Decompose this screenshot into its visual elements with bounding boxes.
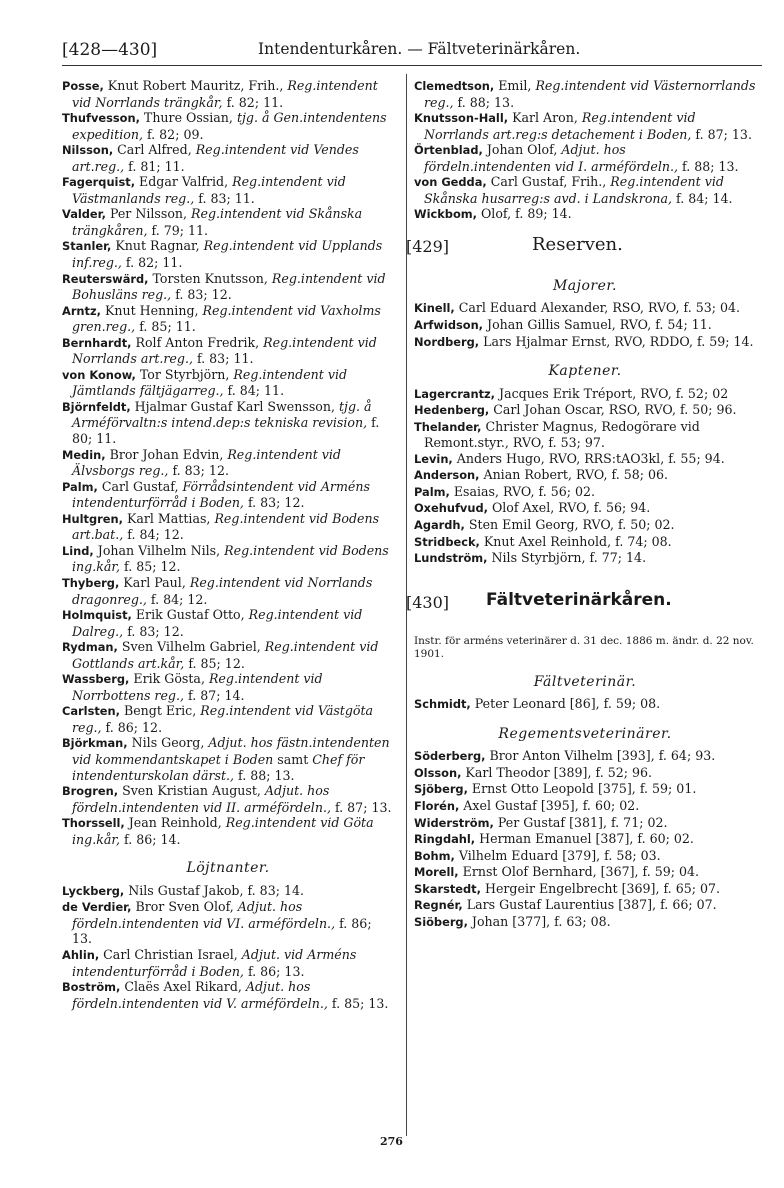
entry-name: Rydman, <box>62 640 118 655</box>
entry-text: f. 85; 11. <box>135 319 196 335</box>
entry-text: Carl Gustaf, Frih., <box>486 174 611 190</box>
entry-name: von Gedda, <box>414 175 487 190</box>
entry-name: Wickbom, <box>414 207 477 222</box>
page-number: 276 <box>380 1135 403 1148</box>
list-entry <box>414 206 756 223</box>
entry-text: f. 87; 13. <box>691 126 752 142</box>
entry-position: Reg.intendent vid Gottlands art.kår, <box>72 639 379 671</box>
entry-name: Stanler, <box>62 239 112 254</box>
list-entry <box>62 703 394 735</box>
left-column <box>62 78 394 1011</box>
entry-text: Bror Sven Olof, <box>131 899 238 915</box>
entry-name: Nordberg, <box>414 334 480 349</box>
section-note: Instr. för arméns veterinärer d. 31 dec. 1886 m. ändr. d. 22 nov. 1901. <box>414 634 754 660</box>
entry-text: Hjalmar Gustaf Karl Swensson, <box>130 398 339 414</box>
entry-text: Karl Aron, <box>508 110 582 126</box>
list-entry <box>62 206 394 238</box>
list-entry <box>414 419 756 451</box>
entry-text: Nils Gustaf Jakob, f. 83; 14. <box>124 882 304 898</box>
entry-text: f. 84; 12. <box>123 527 184 543</box>
list-entry <box>414 550 756 567</box>
entry-name: Florén, <box>414 798 460 813</box>
entry-text: Axel Gustaf [395], f. 60; 02. <box>459 797 640 813</box>
entry-position: Reg.intendent vid Skånska husarreg:s avd. i Landskrona, <box>424 174 724 206</box>
list-entry <box>414 696 756 713</box>
entry-text: Johan Olof, <box>482 142 562 158</box>
list-entry <box>414 78 756 110</box>
entry-name: Clemedtson, <box>414 79 495 93</box>
entry-text: f. 86; 14. <box>119 831 181 847</box>
list-entry <box>62 899 394 947</box>
entry-position: Reg.intendent vid Bodens art.bat., <box>72 510 380 543</box>
entry-text: Sven Vilhelm Gabriel, <box>117 639 265 655</box>
entry-text: f. 83; 11. <box>194 190 255 206</box>
list-entry <box>62 78 394 110</box>
entry-text: Carl Johan Oscar, RSO, RVO, f. 50; 96. <box>489 402 737 418</box>
entry-text: f. 88; 13. <box>677 158 739 174</box>
right-column <box>406 78 756 930</box>
entry-name: Levin, <box>414 451 453 466</box>
entry-name: Lundström, <box>414 551 488 566</box>
entry-text: f. 86; 12. <box>101 719 163 735</box>
entry-text: Claës Axel Rikard, <box>120 979 246 995</box>
entry-text: Peter Leonard [86], f. 59; 08. <box>470 696 661 712</box>
list-entry <box>414 914 756 931</box>
entry-text: Bror Anton Vilhelm [393], f. 64; 93. <box>485 748 716 764</box>
entry-text: Johan Vilhelm Nils, <box>93 542 225 558</box>
entry-text: f. 83; 11. <box>192 351 254 367</box>
list-entry <box>414 864 756 881</box>
entry-text: f. 87; 14. <box>183 687 245 703</box>
entry-text: f. 88; 13. <box>234 767 295 783</box>
entry-text: Karl Theodor [389], f. 52; 96. <box>461 764 652 780</box>
entry-text: f. 81; 11. <box>124 158 185 174</box>
list-entry <box>414 467 756 484</box>
entry-name: Thorssell, <box>62 816 125 831</box>
entry-text: Carl Alfred, <box>113 142 196 158</box>
entry-position: Reg.intendent vid Vendes art.reg., <box>72 142 359 174</box>
entry-position: Reg.intendent vid Jämtlands fältjägarreg., <box>72 366 348 399</box>
entry-name: Hedenberg, <box>414 403 490 418</box>
entry-name: Schmidt, <box>414 697 471 712</box>
entry-position: Reg.intendent vid Norrlands art.reg., <box>72 334 377 367</box>
entry-text: Olof Axel, RVO, f. 56; 94. <box>487 500 651 516</box>
entry-position: Reg.intendent vid Dalreg., <box>72 607 363 639</box>
entry-name: Lagercrantz, <box>414 386 496 401</box>
entry-position: Chef för intendenturskolan därst., <box>72 751 365 783</box>
entry-text: Torsten Knutsson, <box>148 270 272 286</box>
entry-name: Sjöberg, <box>414 782 468 797</box>
entry-name: Hultgren, <box>62 511 123 526</box>
list-entry <box>414 534 756 551</box>
entry-text: Herman Emanuel [387], f. 60; 02. <box>475 831 694 847</box>
majorer-list <box>414 300 756 350</box>
running-title: Intendenturkåren. — Fältveterinärkåren. <box>258 40 581 58</box>
list-entry <box>414 174 756 206</box>
list-entry <box>62 883 394 900</box>
entry-name: Regnér, <box>414 898 463 913</box>
list-entry <box>62 979 394 1011</box>
entry-name: Stridbeck, <box>414 534 480 549</box>
entry-name: Lind, <box>62 543 94 558</box>
entry-text: Emil, <box>494 78 536 93</box>
entry-position: Adjut. hos fördeln.intendenten vid VI. arméfördeln., <box>72 899 336 931</box>
entry-text: Ernst Otto Leopold [375], f. 59; 01. <box>467 781 697 797</box>
entry-text: Jean Reinhold, <box>124 815 226 831</box>
entry-name: Siöberg, <box>414 914 468 929</box>
entry-text: f. 85; 12. <box>184 655 245 671</box>
entry-position: Adjut. hos fördeln.intendenten vid V. arméfördeln., <box>72 979 328 1011</box>
entry-position: Reg.intendent vid Älvsborgs reg., <box>72 446 341 479</box>
list-entry <box>62 815 394 847</box>
entry-position: Reg.intendent vid Norrlands dragonreg., <box>72 574 373 607</box>
entry-name: Fagerquist, <box>62 175 136 190</box>
entry-name: Bohm, <box>414 848 455 863</box>
entry-text: f. 84; 11. <box>223 383 285 399</box>
entry-text: Esaias, RVO, f. 56; 02. <box>449 483 596 499</box>
list-entry <box>414 300 756 317</box>
entry-name: Nilsson, <box>62 143 114 158</box>
subheading-lojtnanter: Löjtnanter. <box>186 860 270 877</box>
list-entry <box>62 783 394 815</box>
list-entry <box>62 367 394 399</box>
list-entry <box>414 831 756 848</box>
list-entry <box>62 511 394 543</box>
entry-text: Erik Gösta, <box>129 671 209 687</box>
list-entry <box>62 479 394 511</box>
entry-text: Rolf Anton Fredrik, <box>131 334 264 350</box>
subheading-faltveterinar: Fältveterinär. <box>533 673 637 690</box>
entry-name: Posse, <box>62 79 104 93</box>
list-entry <box>414 765 756 782</box>
regementsveterinarer-list <box>414 748 756 930</box>
entry-position: Reg.intendent vid Skånska trängkåren, <box>72 206 363 238</box>
list-entry <box>414 402 756 419</box>
list-entry <box>414 500 756 517</box>
entry-name: Widerström, <box>414 815 494 830</box>
entry-name: Agardh, <box>414 518 465 533</box>
entry-name: Palm, <box>62 479 98 494</box>
list-entry <box>414 798 756 815</box>
entry-text: samt <box>273 751 313 767</box>
entry-text: Bengt Eric, <box>119 703 201 719</box>
kaptener-list <box>414 386 756 567</box>
entry-text: Knut Axel Reinhold, f. 74; 08. <box>479 533 672 549</box>
list-entry <box>414 386 756 403</box>
entry-text: f. 86; 13. <box>72 915 372 947</box>
entry-text: Bror Johan Edvin, <box>105 446 228 462</box>
entry-name: Söderberg, <box>414 749 486 764</box>
entry-text: Olof, f. 89; 14. <box>476 206 572 222</box>
list-entry <box>414 781 756 798</box>
entry-text: Karl Paul, <box>119 574 190 590</box>
page-range: [428—430] <box>62 40 158 60</box>
section-heading-faltveterinarkaren <box>406 589 756 625</box>
entry-name: Wassberg, <box>62 672 130 687</box>
entry-name: Örtenblad, <box>414 143 483 158</box>
entry-name: Olsson, <box>414 765 462 780</box>
entry-name: de Verdier, <box>62 900 132 915</box>
entry-name: Knutsson-Hall, <box>414 111 509 126</box>
entry-position: tjg. å Arméförvaltn:s intend.dep:s tekniska revision, <box>72 398 372 431</box>
entry-position: Reg.intendent vid Västgöta reg., <box>72 703 374 735</box>
entry-text: Christer Magnus, Redogörare vid Remont.styr., RVO, f. 53; 97. <box>424 418 700 451</box>
entry-position: Reg.intendent vid Bodens ing.kår, <box>72 542 389 575</box>
entry-position: Adjut. hos fästn.intendenten vid kommendantskapet i Boden <box>72 735 390 767</box>
entry-text: Vilhelm Eduard [379], f. 58; 03. <box>454 847 661 863</box>
list-entry <box>62 735 394 783</box>
entry-name: von Konow, <box>62 367 136 382</box>
list-entry <box>414 451 756 468</box>
entry-name: Björnfeldt, <box>62 399 131 414</box>
entry-name: Thyberg, <box>62 575 120 590</box>
entry-position: tjg. å Gen.intendentens expedition, <box>72 110 387 142</box>
entry-position: Reg.intendent vid Västmanlands reg., <box>72 174 346 206</box>
entry-text: f. 84; 14. <box>672 190 733 206</box>
subheading-regementsveterinarer: Regementsveterinärer. <box>498 725 672 742</box>
entry-name: Morell, <box>414 865 459 880</box>
entry-text: Sten Emil Georg, RVO, f. 50; 02. <box>464 517 675 533</box>
entry-name: Reuterswärd, <box>62 271 149 286</box>
entry-text: Knut Henning, <box>100 302 203 318</box>
list-entry <box>414 484 756 501</box>
entry-text: Per Nilsson, <box>105 206 192 222</box>
entry-name: Brogren, <box>62 784 119 799</box>
intendent-list-continued <box>414 78 756 223</box>
entry-position: Adjut. hos fördeln.intendenten vid II. arméfördeln., <box>72 783 331 815</box>
entry-position: Reg.intendent vid Bohusläns reg., <box>72 270 386 303</box>
list-entry <box>62 671 394 703</box>
list-entry <box>62 447 394 479</box>
entry-name: Arntz, <box>62 303 101 318</box>
entry-text: Lars Hjalmar Ernst, RVO, RDDO, f. 59; 14. <box>479 333 754 349</box>
entry-text: Per Gustaf [381], f. 71; 02. <box>493 814 668 830</box>
list-entry <box>62 543 394 575</box>
entry-text: f. 83; 12. <box>123 623 184 639</box>
entry-text: Erik Gustaf Otto, <box>131 607 249 623</box>
entry-name: Kinell, <box>414 301 455 316</box>
list-entry <box>62 639 394 671</box>
section-number: [429] <box>406 236 450 256</box>
entry-name: Ahlin, <box>62 947 100 962</box>
entry-text: Nils Georg, <box>127 735 209 751</box>
list-entry <box>414 815 756 832</box>
entry-name: Lyckberg, <box>62 883 125 898</box>
list-entry <box>414 317 756 334</box>
entry-text: f. 88; 13. <box>453 94 515 110</box>
list-entry <box>414 848 756 865</box>
entry-text: Jacques Erik Tréport, RVO, f. 52; 02 <box>495 385 729 401</box>
list-entry <box>62 947 394 979</box>
section-number: [430] <box>406 592 450 612</box>
section-heading-reserven <box>406 233 756 269</box>
entry-name: Skarstedt, <box>414 881 481 896</box>
entry-text: f. 82; 11. <box>222 94 284 110</box>
entry-name: Bernhardt, <box>62 335 132 350</box>
entry-text: Knut Ragnar, <box>111 238 204 254</box>
section-title: Reserven. <box>532 233 623 255</box>
entry-text: f. 82; 11. <box>121 255 183 271</box>
entry-text: f. 84; 12. <box>146 591 208 607</box>
entry-text: Carl Eduard Alexander, RSO, RVO, f. 53; 04. <box>454 300 741 316</box>
entry-position: Reg.intendent vid Göta ing.kår, <box>72 815 374 847</box>
entry-text: f. 83; 12. <box>168 463 229 479</box>
entry-text: f. 86; 13. <box>243 963 305 979</box>
entry-text: f. 80; 11. <box>72 415 380 447</box>
list-entry <box>62 271 394 303</box>
entry-position: Reg.intendent vid Vaxholms gren.reg., <box>72 302 381 335</box>
list-entry <box>414 881 756 898</box>
list-entry <box>414 334 756 351</box>
entry-name: Boström, <box>62 980 121 995</box>
entry-name: Anderson, <box>414 468 480 483</box>
faltveterinar-list <box>414 696 756 713</box>
entry-text: Hergeir Engelbrecht [369], f. 65; 07. <box>480 880 720 896</box>
entry-text: Knut Robert Mauritz, Frih., <box>103 78 288 93</box>
intendent-list <box>62 78 394 847</box>
entry-text: Johan [377], f. 63; 08. <box>467 913 611 929</box>
entry-text: Carl Christian Israel, <box>99 946 242 962</box>
subheading-kaptener: Kaptener. <box>548 363 622 380</box>
entry-text: f. 85; 12. <box>119 559 181 575</box>
entry-text: Karl Mattias, <box>122 510 215 526</box>
entry-position: Reg.intendent vid Upplands inf.reg., <box>72 238 383 271</box>
entry-text: Lars Gustaf Laurentius [387], f. 66; 07. <box>462 897 717 913</box>
entry-text: f. 82; 09. <box>142 126 204 142</box>
list-entry <box>414 142 756 174</box>
section-title: Fältveterinärkåren. <box>486 589 672 610</box>
entry-name: Arfwidson, <box>414 318 484 333</box>
entry-text: Nils Styrbjörn, f. 77; 14. <box>487 550 647 566</box>
entry-text: Thure Ossian, <box>139 110 237 126</box>
header-rule <box>62 65 762 66</box>
entry-position: Adjut. hos fördeln.intendenten vid I. arméfördeln., <box>424 142 678 174</box>
entry-name: Oxehufvud, <box>414 501 488 516</box>
entry-position: Förrådsintendent vid Arméns intendenturförråd i Boden, <box>72 478 370 511</box>
entry-text: Ernst Olof Bernhard, [367], f. 59; 04. <box>458 864 700 880</box>
entry-name: Thelander, <box>414 419 482 434</box>
entry-name: Thufvesson, <box>62 111 140 126</box>
entry-name: Ringdahl, <box>414 832 476 847</box>
entry-text: f. 87; 13. <box>330 799 392 815</box>
entry-text: Edgar Valfrid, <box>135 174 233 190</box>
entry-text: Anian Robert, RVO, f. 58; 06. <box>479 467 669 483</box>
entry-name: Björkman, <box>62 736 128 751</box>
list-entry <box>62 174 394 206</box>
list-entry <box>62 335 394 367</box>
list-entry <box>414 748 756 765</box>
list-entry <box>414 110 756 142</box>
list-entry <box>62 303 394 335</box>
list-entry <box>62 607 394 639</box>
entry-text: Anders Hugo, RVO, RRS:tAO3kl, f. 55; 94. <box>452 450 725 466</box>
list-entry <box>62 399 394 447</box>
entry-position: Reg.intendent vid Norrlands art.reg:s detachement i Boden, <box>424 110 696 142</box>
subheading-majorer: Majorer. <box>552 277 618 294</box>
entry-text: Sven Kristian August, <box>118 783 265 799</box>
entry-position: Reg.intendent vid Norrbottens reg., <box>72 671 323 703</box>
list-entry <box>414 897 756 914</box>
entry-text: Carl Gustaf, <box>97 478 183 494</box>
lojtnanter-list <box>62 883 394 1011</box>
entry-text: Johan Gillis Samuel, RVO, f. 54; 11. <box>483 317 712 333</box>
entry-text: f. 85; 13. <box>327 995 389 1011</box>
entry-text: f. 83; 12. <box>243 495 305 511</box>
entry-position: Reg.intendent vid Västernorrlands reg., <box>424 78 756 110</box>
list-entry <box>62 238 394 270</box>
entry-text: Tor Styrbjörn, <box>135 366 234 382</box>
entry-position: Adjut. vid Arméns intendenturförråd i Boden, <box>72 946 357 979</box>
entry-text: f. 79; 11. <box>147 222 209 238</box>
entry-name: Medin, <box>62 447 106 462</box>
entry-name: Holmquist, <box>62 608 132 623</box>
entry-text: f. 83; 12. <box>171 287 232 303</box>
list-entry <box>62 110 394 142</box>
entry-name: Carlsten, <box>62 704 120 719</box>
entry-position: Reg.intendent vid Norrlands trängkår, <box>72 78 378 110</box>
list-entry <box>62 142 394 174</box>
list-entry <box>414 517 756 534</box>
entry-name: Valder, <box>62 207 106 222</box>
list-entry <box>62 575 394 607</box>
entry-name: Palm, <box>414 484 450 499</box>
